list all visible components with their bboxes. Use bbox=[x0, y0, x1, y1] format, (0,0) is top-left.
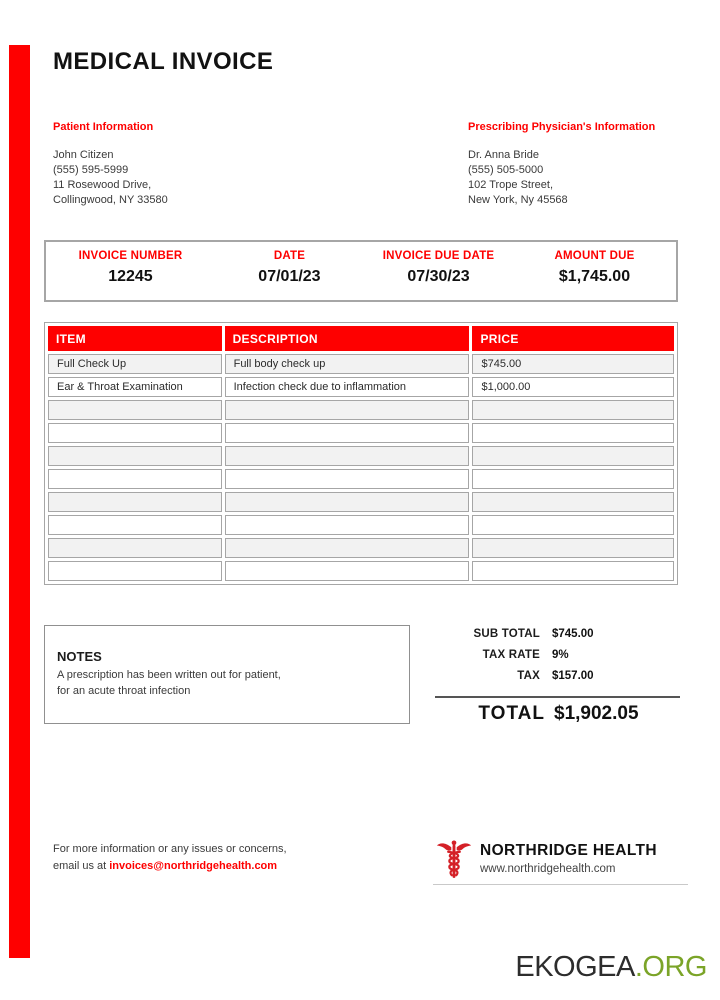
price-cell bbox=[472, 469, 674, 489]
table-row bbox=[48, 492, 674, 512]
invoice-summary-box bbox=[44, 240, 678, 302]
table-row bbox=[48, 515, 674, 535]
description-cell: Full body check up bbox=[225, 354, 470, 374]
description-cell bbox=[225, 469, 470, 489]
footer-email-prefix: email us at bbox=[53, 860, 110, 872]
table-row bbox=[48, 469, 674, 489]
summary-label: INVOICE NUMBER bbox=[78, 250, 183, 262]
patient-address-line2: Collingwood, NY 33580 bbox=[53, 194, 168, 206]
grand-total-row bbox=[420, 703, 680, 725]
physician-address-line2: New York, Ny 45568 bbox=[468, 194, 568, 206]
notes-box bbox=[44, 625, 410, 724]
price-cell: $745.00 bbox=[472, 354, 674, 374]
description-cell bbox=[225, 561, 470, 581]
price-cell bbox=[472, 446, 674, 466]
price-cell bbox=[472, 538, 674, 558]
summary-column bbox=[46, 242, 215, 300]
totals-row bbox=[420, 628, 680, 649]
totals-rows bbox=[420, 628, 680, 691]
footer-contact-line1: For more information or any issues or concerns, bbox=[53, 843, 287, 855]
brand-name: NORTHRIDGE HEALTH bbox=[480, 842, 658, 859]
totals-label: TAX RATE bbox=[482, 649, 540, 661]
price-cell bbox=[472, 400, 674, 420]
summary-column bbox=[364, 242, 513, 300]
physician-name: Dr. Anna Bride bbox=[468, 149, 539, 161]
price-cell bbox=[472, 492, 674, 512]
table-row bbox=[48, 377, 674, 397]
footer-email-link[interactable]: invoices@northridgehealth.com bbox=[109, 860, 278, 872]
items-table bbox=[44, 322, 678, 585]
description-cell bbox=[225, 400, 470, 420]
items-header-cell: DESCRIPTION bbox=[225, 326, 470, 351]
notes-line: for an acute throat infection bbox=[57, 685, 191, 697]
patient-info-block bbox=[53, 121, 168, 208]
description-cell bbox=[225, 423, 470, 443]
patient-phone: (555) 595-5999 bbox=[53, 164, 129, 176]
summary-value: 07/01/23 bbox=[258, 268, 321, 285]
totals-label: SUB TOTAL bbox=[473, 628, 540, 640]
brand-divider bbox=[433, 884, 688, 885]
item-cell bbox=[48, 538, 222, 558]
description-cell bbox=[225, 446, 470, 466]
physician-info-block bbox=[468, 121, 655, 208]
table-row bbox=[48, 400, 674, 420]
item-cell bbox=[48, 423, 222, 443]
description-cell bbox=[225, 515, 470, 535]
items-header-cell: PRICE bbox=[472, 326, 674, 351]
description-cell bbox=[225, 538, 470, 558]
grand-total-value: $1,902.05 bbox=[554, 703, 639, 724]
totals-divider bbox=[435, 696, 680, 698]
item-cell bbox=[48, 515, 222, 535]
brand-logo-block bbox=[436, 838, 657, 885]
notes-line: A prescription has been written out for patient, bbox=[57, 669, 281, 681]
patient-name: John Citizen bbox=[53, 149, 114, 161]
watermark-text-dark: EKOGEA bbox=[515, 951, 635, 983]
items-header-row bbox=[48, 326, 674, 351]
item-cell: Full Check Up bbox=[48, 354, 222, 374]
summary-value: 07/30/23 bbox=[407, 268, 470, 285]
footer-contact-line2 bbox=[53, 858, 287, 875]
summary-label: INVOICE DUE DATE bbox=[382, 250, 495, 262]
totals-value: $745.00 bbox=[552, 628, 594, 640]
red-accent-bar bbox=[9, 45, 30, 958]
summary-value: $1,745.00 bbox=[558, 268, 631, 285]
item-cell bbox=[48, 446, 222, 466]
totals-row bbox=[420, 649, 680, 670]
totals-row bbox=[420, 670, 680, 691]
totals-section bbox=[420, 628, 680, 725]
item-cell bbox=[48, 469, 222, 489]
watermark-text-green: .ORG bbox=[634, 951, 707, 983]
summary-label: DATE bbox=[273, 250, 306, 262]
grand-total-label: TOTAL bbox=[478, 703, 545, 724]
price-cell bbox=[472, 515, 674, 535]
patient-info-heading: Patient Information bbox=[53, 121, 154, 133]
items-table-body bbox=[48, 354, 674, 581]
item-cell bbox=[48, 400, 222, 420]
table-row bbox=[48, 423, 674, 443]
description-cell bbox=[225, 492, 470, 512]
table-row bbox=[48, 354, 674, 374]
notes-heading: NOTES bbox=[57, 649, 102, 664]
physician-address-line1: 102 Trope Street, bbox=[468, 179, 553, 191]
price-cell bbox=[472, 423, 674, 443]
summary-column bbox=[215, 242, 364, 300]
brand-texts bbox=[480, 838, 657, 875]
table-row bbox=[48, 538, 674, 558]
watermark-logo bbox=[515, 951, 707, 984]
footer-contact-block bbox=[53, 841, 287, 875]
summary-label: AMOUNT DUE bbox=[554, 250, 635, 262]
items-table-head bbox=[48, 326, 674, 351]
summary-column bbox=[513, 242, 676, 300]
item-cell bbox=[48, 492, 222, 512]
summary-value: 12245 bbox=[108, 268, 153, 285]
description-cell: Infection check due to inflammation bbox=[225, 377, 470, 397]
price-cell bbox=[472, 561, 674, 581]
physician-phone: (555) 505-5000 bbox=[468, 164, 544, 176]
totals-label: TAX bbox=[517, 670, 540, 682]
brand-website: www.northridgehealth.com bbox=[480, 863, 616, 875]
item-cell bbox=[48, 561, 222, 581]
item-cell: Ear & Throat Examination bbox=[48, 377, 222, 397]
table-row bbox=[48, 446, 674, 466]
table-row bbox=[48, 561, 674, 581]
page-title: MEDICAL INVOICE bbox=[53, 48, 274, 75]
totals-value: $157.00 bbox=[552, 670, 594, 682]
totals-value: 9% bbox=[552, 649, 569, 661]
caduceus-icon bbox=[436, 838, 472, 885]
patient-address-line1: 11 Rosewood Drive, bbox=[53, 179, 152, 191]
price-cell: $1,000.00 bbox=[472, 377, 674, 397]
physician-info-heading: Prescribing Physician's Information bbox=[468, 121, 656, 133]
items-header-cell: ITEM bbox=[48, 326, 222, 351]
